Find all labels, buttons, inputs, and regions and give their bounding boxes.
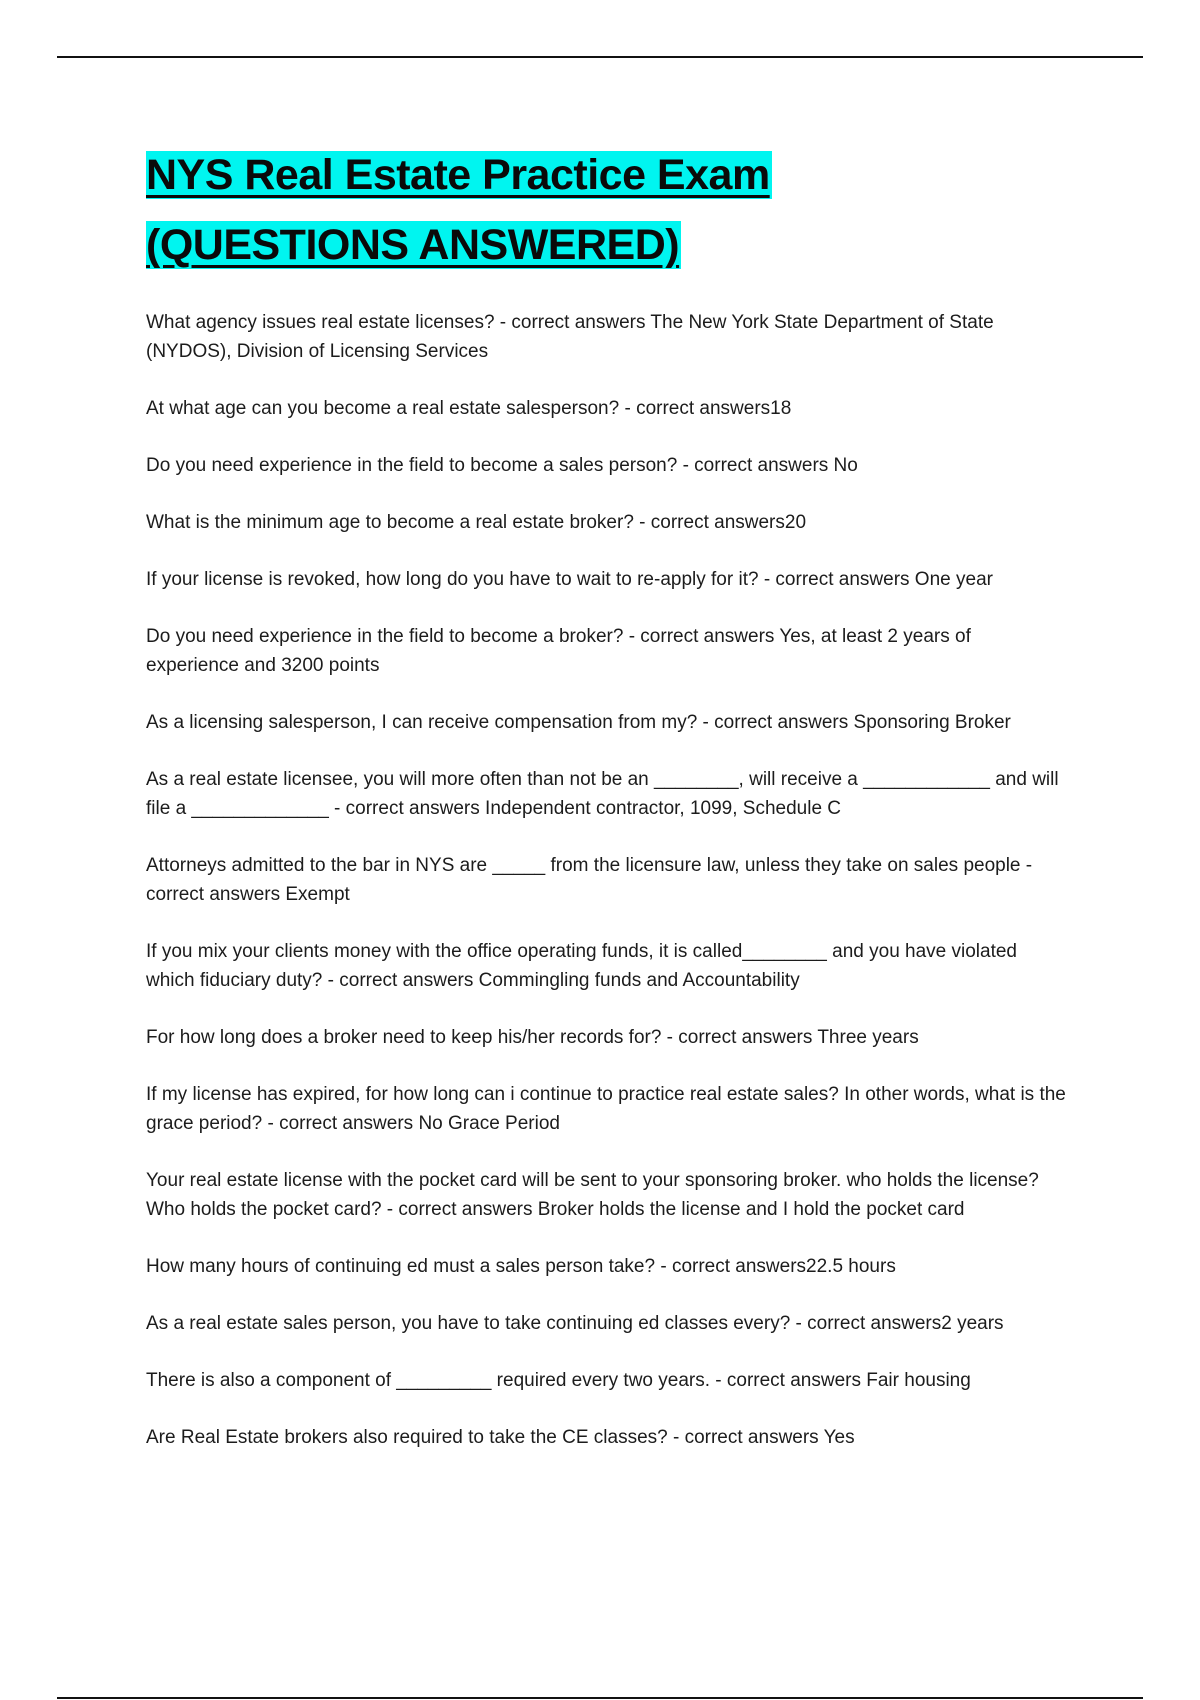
qa-item-16: There is also a component of _________ required every two years. - correct answers Fair housing	[146, 1370, 971, 1391]
title-line-2: (QUESTIONS ANSWERED)	[146, 221, 680, 269]
qa-item-2: At what age can you become a real estate salesperson? - correct answers18	[146, 398, 792, 419]
qa-item-6: Do you need experience in the field to become a broker? - correct answers Yes, at least 2 years of experience and 3200 points	[146, 626, 971, 676]
qa-item-15: As a real estate sales person, you have to take continuing ed classes every? - correct answers2 years	[146, 1313, 1004, 1334]
document-body	[146, 140, 1066, 1480]
qa-item-12: If my license has expired, for how long can i continue to practice real estate sales? In other words, what is the grace period? - correct answers No Grace Period	[146, 1084, 1066, 1134]
document-title	[146, 140, 1066, 280]
qa-item-8: As a real estate licensee, you will more often than not be an ________, will receive a ____________ and will file a _____________ - correct answers Independent contractor, 1099, Schedule C	[146, 769, 1059, 819]
qa-item-14: How many hours of continuing ed must a sales person take? - correct answers22.5 hours	[146, 1256, 896, 1277]
top-horizontal-rule	[57, 56, 1143, 58]
qa-item-9: Attorneys admitted to the bar in NYS are _____ from the licensure law, unless they take on sales people - correct answers Exempt	[146, 855, 1033, 905]
qa-item-11: For how long does a broker need to keep his/her records for? - correct answers Three years	[146, 1027, 919, 1048]
qa-item-3: Do you need experience in the field to become a sales person? - correct answers No	[146, 455, 858, 476]
qa-item-13: Your real estate license with the pocket card will be sent to your sponsoring broker. who holds the license? Who holds the pocket card? - correct answers Broker holds the license and I hold the pocket card	[146, 1170, 1039, 1220]
qa-item-10: If you mix your clients money with the office operating funds, it is called________ and you have violated which fiduciary duty? - correct answers Commingling funds and Accountability	[146, 941, 1018, 991]
qa-item-7: As a licensing salesperson, I can receive compensation from my? - correct answers Sponsoring Broker	[146, 712, 1011, 733]
qa-item-17: Are Real Estate brokers also required to take the CE classes? - correct answers Yes	[146, 1427, 855, 1448]
bottom-horizontal-rule	[57, 1697, 1143, 1699]
qa-item-5: If your license is revoked, how long do you have to wait to re-apply for it? - correct answers One year	[146, 569, 993, 590]
qa-item-1: What agency issues real estate licenses? - correct answers The New York State Department of State (NYDOS), Division of Licensing Services	[146, 312, 994, 362]
title-line-1: NYS Real Estate Practice Exam	[146, 151, 770, 199]
qa-item-4: What is the minimum age to become a real estate broker? - correct answers20	[146, 512, 807, 533]
